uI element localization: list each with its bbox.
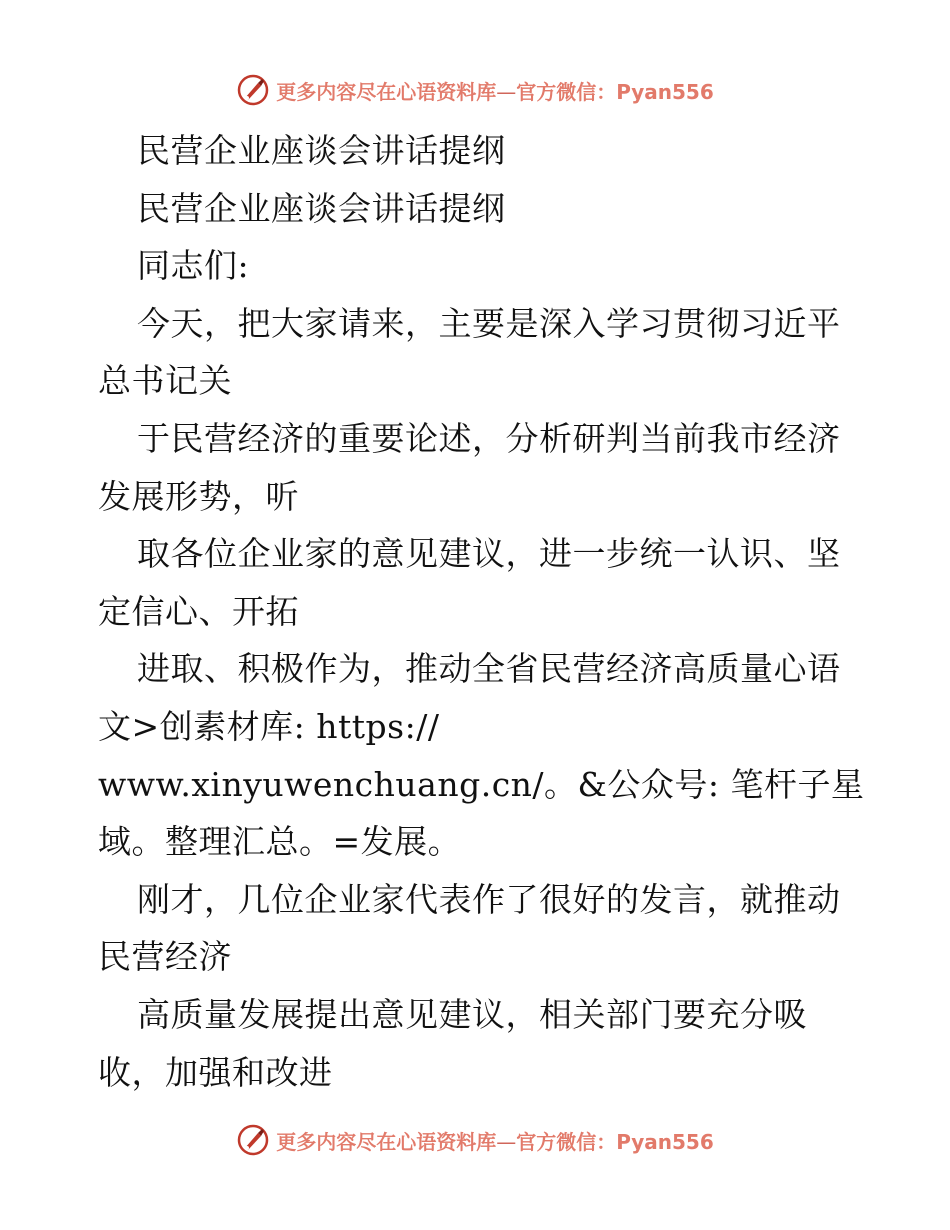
doc-line: 高质量发展提出意见建议，相关部门要充分吸 bbox=[137, 994, 807, 1034]
doc-line: 今天，把大家请来，主要是深入学习贯彻习近平 bbox=[137, 303, 841, 343]
doc-line: 域。整理汇总。=发展。 bbox=[98, 822, 462, 862]
footer-watermark-banner bbox=[0, 1120, 950, 1160]
doc-line: 进取、积极作为，推动全省民营经济高质量心语 bbox=[137, 649, 841, 689]
watermark-brand: 更多内容尽在心语资料库 bbox=[276, 1129, 497, 1154]
watermark-wechat: 官方微信：Pyan556 bbox=[516, 79, 714, 104]
doc-line: 文>创素材库: https:// bbox=[98, 706, 440, 746]
watermark-dash: — bbox=[496, 79, 517, 104]
doc-line: 刚才，几位企业家代表作了很好的发言，就推动 bbox=[137, 879, 841, 919]
doc-line: 取各位企业家的意见建议，进一步统一认识、坚 bbox=[137, 534, 841, 574]
doc-line: 发展形势，听 bbox=[98, 476, 299, 516]
watermark-dash: — bbox=[496, 1129, 517, 1154]
watermark-text bbox=[276, 76, 714, 105]
doc-salutation: 同志们: bbox=[137, 246, 250, 286]
watermark-wechat: 官方微信：Pyan556 bbox=[516, 1129, 714, 1154]
doc-line: 定信心、开拓 bbox=[98, 591, 299, 631]
doc-line: www.xinyuwenchuang.cn/。&公众号: 笔杆子星 bbox=[98, 764, 865, 804]
document-body bbox=[98, 122, 865, 1101]
watermark-brand: 更多内容尽在心语资料库 bbox=[276, 79, 497, 104]
doc-line: 总书记关 bbox=[98, 361, 232, 401]
watermark-text bbox=[276, 1126, 714, 1155]
doc-subtitle: 民营企业座谈会讲话提纲 bbox=[137, 188, 506, 228]
doc-line: 收，加强和改进 bbox=[98, 1052, 333, 1092]
header-watermark-banner bbox=[0, 70, 950, 110]
doc-line: 于民营经济的重要论述，分析研判当前我市经济 bbox=[137, 418, 841, 458]
pen-logo-icon bbox=[236, 1123, 270, 1157]
doc-line: 民营经济 bbox=[98, 937, 232, 977]
pen-logo-icon bbox=[236, 73, 270, 107]
doc-title: 民营企业座谈会讲话提纲 bbox=[137, 131, 506, 170]
